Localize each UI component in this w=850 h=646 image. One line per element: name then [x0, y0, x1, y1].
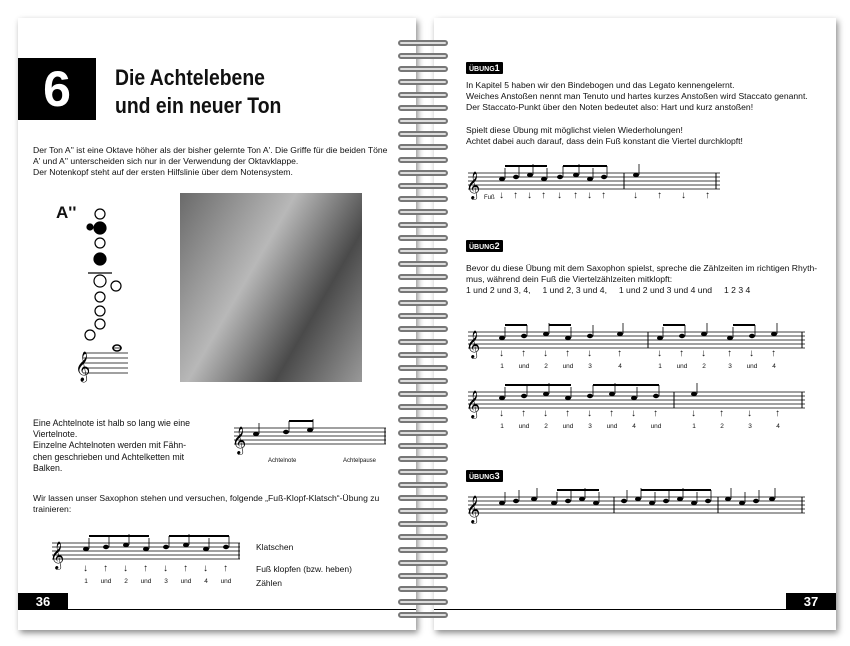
- eighth-rest-label: Achtelpause: [343, 458, 377, 464]
- legend-count: Zählen: [256, 578, 282, 588]
- note-head: [705, 499, 711, 503]
- text-line: Weiches Anstoßen nennt man Tenuto und hartes kurzes Anstoßen wird Staccato genannt.: [466, 91, 808, 102]
- note-head: [635, 497, 641, 501]
- arrow-up-icon: ↑: [573, 190, 578, 201]
- exercise-3-badge: [466, 470, 503, 482]
- note-head: [163, 545, 169, 549]
- exercise-intro: [33, 493, 379, 515]
- spiral-ring: [398, 92, 448, 98]
- exercise-1-badge: [466, 62, 503, 74]
- count-label: 4: [776, 423, 780, 430]
- note-head: [727, 336, 733, 340]
- arrow-up-icon: ↑: [513, 190, 518, 201]
- note-head: [587, 334, 593, 338]
- count-label: und: [140, 578, 152, 585]
- spiral-ring: [398, 235, 448, 241]
- spiral-ring: [398, 417, 448, 423]
- spiral-ring: [398, 261, 448, 267]
- page-number: 37: [786, 593, 836, 610]
- exercise-2-staff-1: [464, 320, 809, 360]
- exercise-2-badge: [466, 240, 503, 252]
- spiral-ring: [398, 183, 448, 189]
- spiral-ring: [398, 508, 448, 514]
- note-head: [521, 334, 527, 338]
- eighth-note-text: [33, 418, 233, 474]
- text-line: Eine Achtelnote ist halb so lang wie eine: [33, 418, 190, 428]
- note-head: [679, 334, 685, 338]
- arrow-down-icon: ↓: [543, 348, 548, 359]
- spiral-ring: [398, 586, 448, 592]
- count-label: 3: [588, 423, 592, 430]
- text-line: trainieren:: [33, 504, 72, 515]
- note-head: [663, 499, 669, 503]
- spiral-ring: [398, 300, 448, 306]
- spiral-ring: [398, 66, 448, 72]
- note-head: [579, 497, 585, 501]
- spiral-ring: [398, 170, 448, 176]
- count-label: 4: [632, 423, 636, 430]
- exercise-2-staff-2: [464, 380, 809, 420]
- arrow-down-icon: ↓: [681, 190, 686, 201]
- note-head: [609, 392, 615, 396]
- count-label: 2: [124, 578, 128, 585]
- arrow-up-icon: ↑: [609, 408, 614, 419]
- count-label: 1: [658, 363, 662, 370]
- spiral-ring: [398, 534, 448, 540]
- arrow-down-icon: ↓: [631, 408, 636, 419]
- note-head: [725, 497, 731, 501]
- text-line: Wir lassen unser Saxophon stehen und versuchen, folgende „Fuß-Klopf-Klatsch“-Übung zu: [33, 493, 380, 503]
- left-page: [18, 18, 416, 630]
- spiral-ring: [398, 469, 448, 475]
- arrow-down-icon: ↓: [83, 563, 88, 574]
- spiral-ring: [398, 378, 448, 384]
- count-label: 2: [702, 363, 706, 370]
- note-head: [649, 501, 655, 505]
- count-label: 3: [588, 363, 592, 370]
- arrow-up-icon: ↑: [771, 348, 776, 359]
- text-line: 1 und 2 und 3, 4, 1 und 2, 3 und 4, 1 und 2 und 3 und 4 und 1 2 3 4: [466, 285, 751, 296]
- spiral-ring: [398, 118, 448, 124]
- arrow-up-icon: ↑: [183, 563, 188, 574]
- count-label: 2: [544, 363, 548, 370]
- arrow-down-icon: ↓: [749, 348, 754, 359]
- note-label: A'': [56, 203, 77, 222]
- count-label: 4: [772, 363, 776, 370]
- count-label: 1: [500, 363, 504, 370]
- chapter-number: 6: [18, 58, 96, 120]
- badge-label: ÜBUNG: [469, 244, 495, 251]
- arrow-up-icon: ↑: [657, 190, 662, 201]
- footer-rule: [434, 593, 786, 610]
- fingering-chart: [75, 203, 138, 393]
- spacer: [466, 114, 808, 125]
- title-line: und ein neuer Ton: [115, 93, 282, 118]
- arrow-up-icon: ↑: [617, 348, 622, 359]
- spiral-ring: [398, 144, 448, 150]
- note-head: [601, 175, 607, 179]
- note-head: [739, 501, 745, 505]
- note-head: [527, 173, 533, 177]
- arrow-down-icon: ↓: [657, 348, 662, 359]
- eighth-note-label: Achtelnote: [268, 458, 297, 464]
- foot-label: Fuß: [484, 195, 495, 201]
- count-label: und: [220, 578, 232, 585]
- arrow-up-icon: ↑: [103, 563, 108, 574]
- exercise-3-staff: [464, 485, 809, 525]
- count-label: und: [100, 578, 112, 585]
- count-label: 3: [164, 578, 168, 585]
- text-line: mus, während dein Fuß die Viertelzählzeiten mitklopft:: [466, 274, 673, 285]
- arrow-down-icon: ↓: [499, 190, 504, 201]
- note-head: [565, 336, 571, 340]
- spiral-ring: [398, 365, 448, 371]
- note-head: [617, 332, 623, 336]
- note-head: [499, 177, 505, 181]
- treble-clef-icon: 𝄞: [466, 391, 481, 418]
- note-head: [653, 394, 659, 398]
- note-head: [543, 392, 549, 396]
- spiral-ring: [398, 274, 448, 280]
- note-head: [203, 547, 209, 551]
- legend-foot: Fuß klopfen (bzw. heben): [256, 564, 352, 574]
- spiral-ring: [398, 443, 448, 449]
- count-label: 3: [728, 363, 732, 370]
- count-label: 4: [204, 578, 208, 585]
- right-page: [434, 18, 836, 630]
- arrow-down-icon: ↓: [499, 408, 504, 419]
- note-head: [621, 499, 627, 503]
- spiral-ring: [398, 53, 448, 59]
- badge-number: 3: [494, 471, 500, 481]
- spiral-ring: [398, 287, 448, 293]
- count-label: 2: [720, 423, 724, 430]
- arrow-up-icon: ↑: [719, 408, 724, 419]
- text-line: Balken.: [33, 462, 63, 473]
- arrow-down-icon: ↓: [499, 348, 504, 359]
- count-label: und: [606, 423, 618, 430]
- spiral-ring: [398, 430, 448, 436]
- arrow-down-icon: ↓: [701, 348, 706, 359]
- note-head: [701, 332, 707, 336]
- text-line: Spielt diese Übung mit möglichst vielen Wiederholungen!: [466, 124, 683, 135]
- note-head: [499, 336, 505, 340]
- note-head: [565, 499, 571, 503]
- arrow-down-icon: ↓: [543, 408, 548, 419]
- spiral-ring: [398, 612, 448, 618]
- spiral-ring: [398, 495, 448, 501]
- count-label: und: [562, 423, 574, 430]
- arrow-down-icon: ↓: [587, 408, 592, 419]
- badge-number: 2: [494, 241, 500, 251]
- arrow-up-icon: ↑: [565, 348, 570, 359]
- note-head: [541, 177, 547, 181]
- note-head: [587, 177, 593, 181]
- badge-number: 1: [494, 63, 500, 73]
- note-head: [753, 499, 759, 503]
- arrow-up-icon: ↑: [679, 348, 684, 359]
- count-label: 4: [618, 363, 622, 370]
- svg-text:𝄞: 𝄞: [75, 351, 91, 381]
- spiral-ring: [398, 599, 448, 605]
- treble-clef-icon: 𝄞: [50, 542, 65, 569]
- arrow-up-icon: ↑: [775, 408, 780, 419]
- text-line: Achtet dabei auch darauf, dass dein Fuß konstant die Viertel durchklopft!: [466, 135, 743, 146]
- chapter-title: [115, 64, 281, 120]
- text-line: chen geschrieben und Achtelketten mit: [33, 451, 185, 462]
- spiral-ring: [398, 222, 448, 228]
- text-line: Bevor du diese Übung mit dem Saxophon spielst, spreche die Zählzeiten im richtigen Rhyth-: [466, 263, 818, 273]
- treble-clef-icon: 𝄞: [466, 496, 481, 523]
- spiral-ring: [398, 391, 448, 397]
- arrow-down-icon: ↓: [747, 408, 752, 419]
- treble-clef-icon: 𝄞: [232, 427, 247, 454]
- note-head: [307, 428, 313, 432]
- arrow-up-icon: ↑: [541, 190, 546, 201]
- spiral-ring: [398, 157, 448, 163]
- arrow-up-icon: ↑: [223, 563, 228, 574]
- count-label: und: [518, 363, 530, 370]
- arrow-down-icon: ↓: [557, 190, 562, 201]
- spiral-ring: [398, 40, 448, 46]
- count-label: 1: [692, 423, 696, 430]
- note-head: [631, 396, 637, 400]
- treble-clef-icon: 𝄞: [466, 331, 481, 358]
- spiral-ring: [398, 196, 448, 202]
- text-line: A' und A'' unterscheiden sich nur in der Verwendung der Oktavklappe.: [33, 156, 299, 167]
- text-line: Der Notenkopf steht auf der ersten Hilfslinie über dem Notensystem.: [33, 167, 293, 178]
- spiral-ring: [398, 482, 448, 488]
- arrow-up-icon: ↑: [565, 408, 570, 419]
- note-head: [677, 497, 683, 501]
- note-head: [543, 332, 549, 336]
- count-label: und: [518, 423, 530, 430]
- note-head: [143, 547, 149, 551]
- spiral-ring: [398, 313, 448, 319]
- spiral-ring: [398, 105, 448, 111]
- count-label: und: [676, 363, 688, 370]
- note-head: [223, 545, 229, 549]
- note-head: [573, 173, 579, 177]
- count-label: 1: [500, 423, 504, 430]
- legend-clap: Klatschen: [256, 542, 294, 552]
- arrow-up-icon: ↑: [143, 563, 148, 574]
- count-label: und: [562, 363, 574, 370]
- text-line: In Kapitel 5 haben wir den Bindebogen und das Legato kennengelernt.: [466, 80, 735, 90]
- count-label: und: [650, 423, 662, 430]
- count-label: 3: [748, 423, 752, 430]
- spiral-ring: [398, 248, 448, 254]
- arrow-up-icon: ↑: [521, 408, 526, 419]
- treble-clef-icon: 𝄞: [466, 172, 481, 199]
- intro-text: [33, 145, 387, 179]
- note-head: [499, 396, 505, 400]
- note-head: [691, 392, 697, 396]
- arrow-down-icon: ↓: [203, 563, 208, 574]
- text-line: Der Staccato-Punkt über den Noten bedeutet also: Hart und kurz anstoßen!: [466, 102, 754, 113]
- note-head: [283, 430, 289, 434]
- note-head: [557, 175, 563, 179]
- spiral-ring: [398, 547, 448, 553]
- arrow-up-icon: ↑: [653, 408, 658, 419]
- arrow-down-icon: ↓: [587, 348, 592, 359]
- note-head: [587, 394, 593, 398]
- exercise-1-text: [466, 80, 808, 147]
- spiral-ring: [398, 326, 448, 332]
- count-label: 2: [544, 423, 548, 430]
- note-head: [657, 336, 663, 340]
- note-head: [513, 499, 519, 503]
- spiral-ring: [398, 560, 448, 566]
- spiral-ring: [398, 339, 448, 345]
- count-label: und: [180, 578, 192, 585]
- note-head: [769, 497, 775, 501]
- note-head: [633, 173, 639, 177]
- text-line: Der Ton A'' ist eine Oktave höher als der bisher gelernte Ton A'. Die Griffe für die beiden Töne: [33, 145, 388, 155]
- spiral-ring: [398, 209, 448, 215]
- note-head: [103, 545, 109, 549]
- note-head: [123, 543, 129, 547]
- text-line: Viertelnote.: [33, 429, 78, 440]
- arrow-up-icon: ↑: [705, 190, 710, 201]
- eighth-note-staff: [230, 416, 390, 456]
- note-head: [83, 547, 89, 551]
- note-head: [253, 432, 259, 436]
- arrow-up-icon: ↑: [601, 190, 606, 201]
- spiral-ring: [398, 404, 448, 410]
- count-label: und: [746, 363, 758, 370]
- arrow-down-icon: ↓: [633, 190, 638, 201]
- badge-label: ÜBUNG: [469, 474, 495, 481]
- note-head: [691, 501, 697, 505]
- spiral-ring: [398, 79, 448, 85]
- arrow-down-icon: ↓: [691, 408, 696, 419]
- note-head: [593, 501, 599, 505]
- note-head: [499, 501, 505, 505]
- text-line: Einzelne Achtelnoten werden mit Fähn-: [33, 440, 187, 451]
- page-number: 36: [18, 593, 68, 610]
- spiral-ring: [398, 456, 448, 462]
- arrow-down-icon: ↓: [587, 190, 592, 201]
- arrow-up-icon: ↑: [727, 348, 732, 359]
- note-head: [513, 175, 519, 179]
- arrow-down-icon: ↓: [527, 190, 532, 201]
- arrow-up-icon: ↑: [521, 348, 526, 359]
- spiral-ring: [398, 131, 448, 137]
- note-head: [183, 543, 189, 547]
- spiral-ring: [398, 352, 448, 358]
- spiral-ring: [398, 573, 448, 579]
- note-head: [531, 497, 537, 501]
- spiral-ring: [398, 521, 448, 527]
- badge-label: ÜBUNG: [469, 66, 495, 73]
- note-head: [771, 332, 777, 336]
- note-head: [521, 394, 527, 398]
- saxophone-photo: [180, 193, 362, 382]
- exercise-2-text: [466, 263, 817, 297]
- arrow-down-icon: ↓: [163, 563, 168, 574]
- note-head: [565, 396, 571, 400]
- count-label: 1: [84, 578, 88, 585]
- arrow-down-icon: ↓: [123, 563, 128, 574]
- title-line: Die Achtelebene: [115, 65, 265, 90]
- note-head: [749, 334, 755, 338]
- note-head: [551, 501, 557, 505]
- footer-rule: [68, 593, 416, 610]
